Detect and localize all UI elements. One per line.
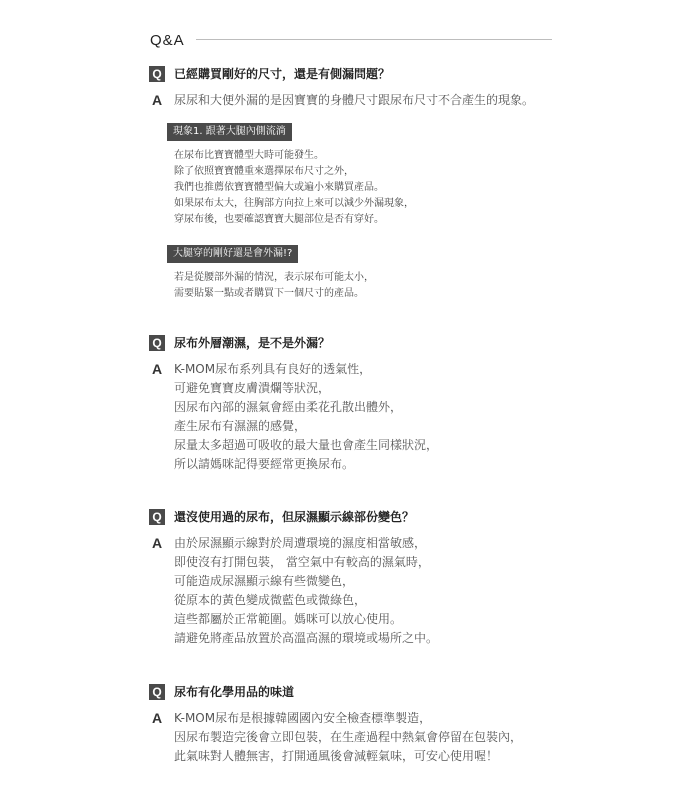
answer-2-line: 尿量太多超過可吸收的最大量也會產生同樣狀況， <box>174 438 439 452</box>
answer-3-line: 這些都屬於正常範圍。媽咪可以放心使用。 <box>174 612 403 626</box>
page-title: Q&A <box>150 32 185 49</box>
phenomenon-2-line: 需要貼緊一點或者購買下一個尺寸的產品。 <box>174 288 364 299</box>
question-3: 還沒使用過的尿布，但尿濕顯示線部份變色？ <box>174 510 415 524</box>
answer-1: 尿尿和大便外漏的是因寶寶的身體尺寸跟尿布尺寸不合產生的現象。 <box>174 93 535 107</box>
phenomenon-1-line: 除了依照寶寶體重來選擇尿布尺寸之外， <box>174 166 354 177</box>
question-badge: Q <box>149 335 165 351</box>
answer-badge: A <box>149 361 165 377</box>
answer-badge: A <box>149 92 165 108</box>
question-4: 尿布有化學用品的味道 <box>174 685 295 699</box>
phenomenon-1-line: 如果尿布太大，往胸部方向拉上來可以減少外漏現象， <box>174 198 414 209</box>
answer-3-line: 請避免將產品放置於高溫高濕的環境或場所之中。 <box>174 631 439 645</box>
answer-badge: A <box>149 535 165 551</box>
answer-3-line: 可能造成尿濕顯示線有些微變色， <box>174 574 355 588</box>
answer-2-line: 因尿布內部的濕氣會經由柔花孔散出體外， <box>174 400 403 414</box>
phenomenon-2-line: 若是從腰部外漏的情況，表示尿布可能太小， <box>174 272 374 283</box>
answer-3-line: 從原本的黃色變成微藍色或微綠色， <box>174 593 367 607</box>
title-divider <box>196 39 552 40</box>
answer-2-line: 產生尿布有濕濕的感覺， <box>174 419 307 433</box>
question-badge: Q <box>149 509 165 525</box>
question-2: 尿布外層潮濕，是不是外漏？ <box>174 336 331 350</box>
phenomenon-tag-2: 大腿穿的剛好還是會外漏!? <box>167 245 298 263</box>
answer-3-line: 由於尿濕顯示線對於周遭環境的濕度相當敏感， <box>174 536 427 550</box>
phenomenon-tag-1: 現象1. 跟著大腿內側流淌 <box>167 123 292 141</box>
answer-2-line: 可避免寶寶皮膚潰爛等狀況， <box>174 381 331 395</box>
question-1: 已經購買剛好的尺寸，還是有側漏問題？ <box>174 67 391 81</box>
phenomenon-1-line: 穿尿布後，也要確認寶寶大腿部位是否有穿好。 <box>174 214 384 225</box>
phenomenon-1-line: 在尿布比寶寶體型大時可能發生。 <box>174 150 324 161</box>
answer-badge: A <box>149 710 165 726</box>
answer-4-line: 因尿布製造完後會立即包裝，在生產過程中熱氣會停留在包裝內， <box>174 730 523 744</box>
phenomenon-1-line: 我們也推薦依寶寶體型偏大或遍小來購買產品。 <box>174 182 384 193</box>
question-badge: Q <box>149 66 165 82</box>
answer-2-line: K-MOM尿布系列具有良好的透氣性， <box>174 362 372 376</box>
answer-2-line: 所以請媽咪記得要經常更換尿布。 <box>174 457 355 471</box>
answer-4-line: K-MOM尿布是根據韓國國內安全檢查標準製造， <box>174 711 432 725</box>
answer-3-line: 即使沒有打開包裝， 當空氣中有較高的濕氣時， <box>174 555 430 569</box>
answer-4-line: 此氣味對人體無害，打開通風後會減輕氣味，可安心使用喔！ <box>174 749 499 763</box>
question-badge: Q <box>149 684 165 700</box>
